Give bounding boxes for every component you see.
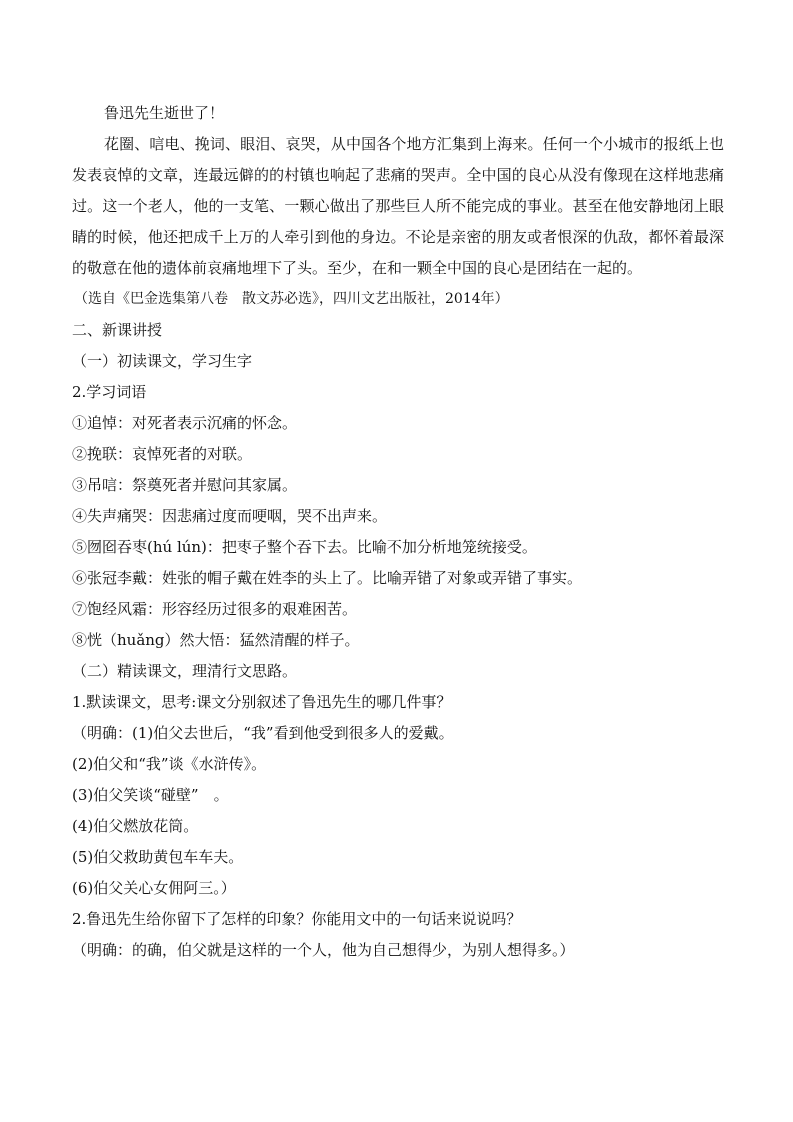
subsection-first-reading: （一）初读课文，学习生字 [72, 352, 253, 370]
answer-1-line: (4)伯父燃放花筒。 [72, 817, 199, 835]
document-content [72, 98, 724, 966]
subsection-close-reading: （二）精读课文，理清行文思路。 [72, 662, 298, 680]
answer-2: （明确：的确，伯父就是这样的一个人，他为自己想得少，为别人想得多。） [72, 941, 575, 959]
answer-1-line: (3)伯父笑谈“碰壁” 。 [72, 786, 229, 804]
vocab-item: ①追悼：对死者表示沉痛的怀念。 [72, 414, 298, 432]
question-2: 2.鲁迅先生给你留下了怎样的印象？你能用文中的一句话来说说吗？ [72, 910, 522, 928]
intro-line: 鲁迅先生逝世了！ [104, 104, 225, 122]
answer-1-line: (2)伯父和“我”谈《水浒传》。 [72, 755, 267, 773]
answer-1-line: (5)伯父救助黄包车车夫。 [72, 848, 244, 866]
vocab-item: ⑧恍（huǎng）然大悟：猛然清醒的样子。 [72, 631, 360, 649]
heading-vocabulary: 2.学习词语 [72, 383, 147, 401]
vocab-item: ⑥张冠李戴：姓张的帽子戴在姓李的头上了。比喻弄错了对象或弄错了事实。 [72, 569, 583, 587]
section-heading-new-lesson: 二、新课讲授 [72, 321, 163, 339]
vocab-item: ⑤囫囵吞枣(hú lún)：把枣子整个吞下去。比喻不加分析地笼统接受。 [72, 538, 537, 556]
answer-1-line: （明确：(1)伯父去世后，“我”看到他受到很多人的爱戴。 [72, 724, 454, 742]
source-note: （选自《巴金选集第八卷 散文苏必选》，四川文艺出版社，2014年） [74, 291, 509, 307]
vocab-item: ④失声痛哭：因悲痛过度而哽咽，哭不出声来。 [72, 507, 388, 525]
vocab-item: ③吊唁：祭奠死者并慰问其家属。 [72, 476, 298, 494]
vocab-item: ②挽联：哀悼死者的对联。 [72, 445, 253, 463]
question-1: 1.默读课文，思考:课文分别叙述了鲁迅先生的哪几件事？ [72, 693, 452, 711]
answer-1-line: (6)伯父关心女佣阿三。） [72, 879, 236, 897]
main-paragraph: 花圈、唁电、挽词、眼泪、哀哭，从中国各个地方汇集到上海来。任何一个小城市的报纸上也发表哀悼的文章，连最远僻的的村镇也响起了悲痛的哭声。全中国的良心从没有像现在这样地悲痛过。这一个老人，他的一支笔、一颗心做出了那些巨人所不能完成的事业。甚至在他安静地闭上眼睛的时候，他还把成千上万的人牵引到他的身边。不论是亲密的朋友或者恨深的仇敌，都怀着最深的敬意在他的遗体前哀痛地埋下了头。至少，在和一颗全中国的良心是团结在一起的。 [72, 135, 724, 277]
vocab-item: ⑦饱经风霜：形容经历过很多的艰难困苦。 [72, 600, 358, 618]
